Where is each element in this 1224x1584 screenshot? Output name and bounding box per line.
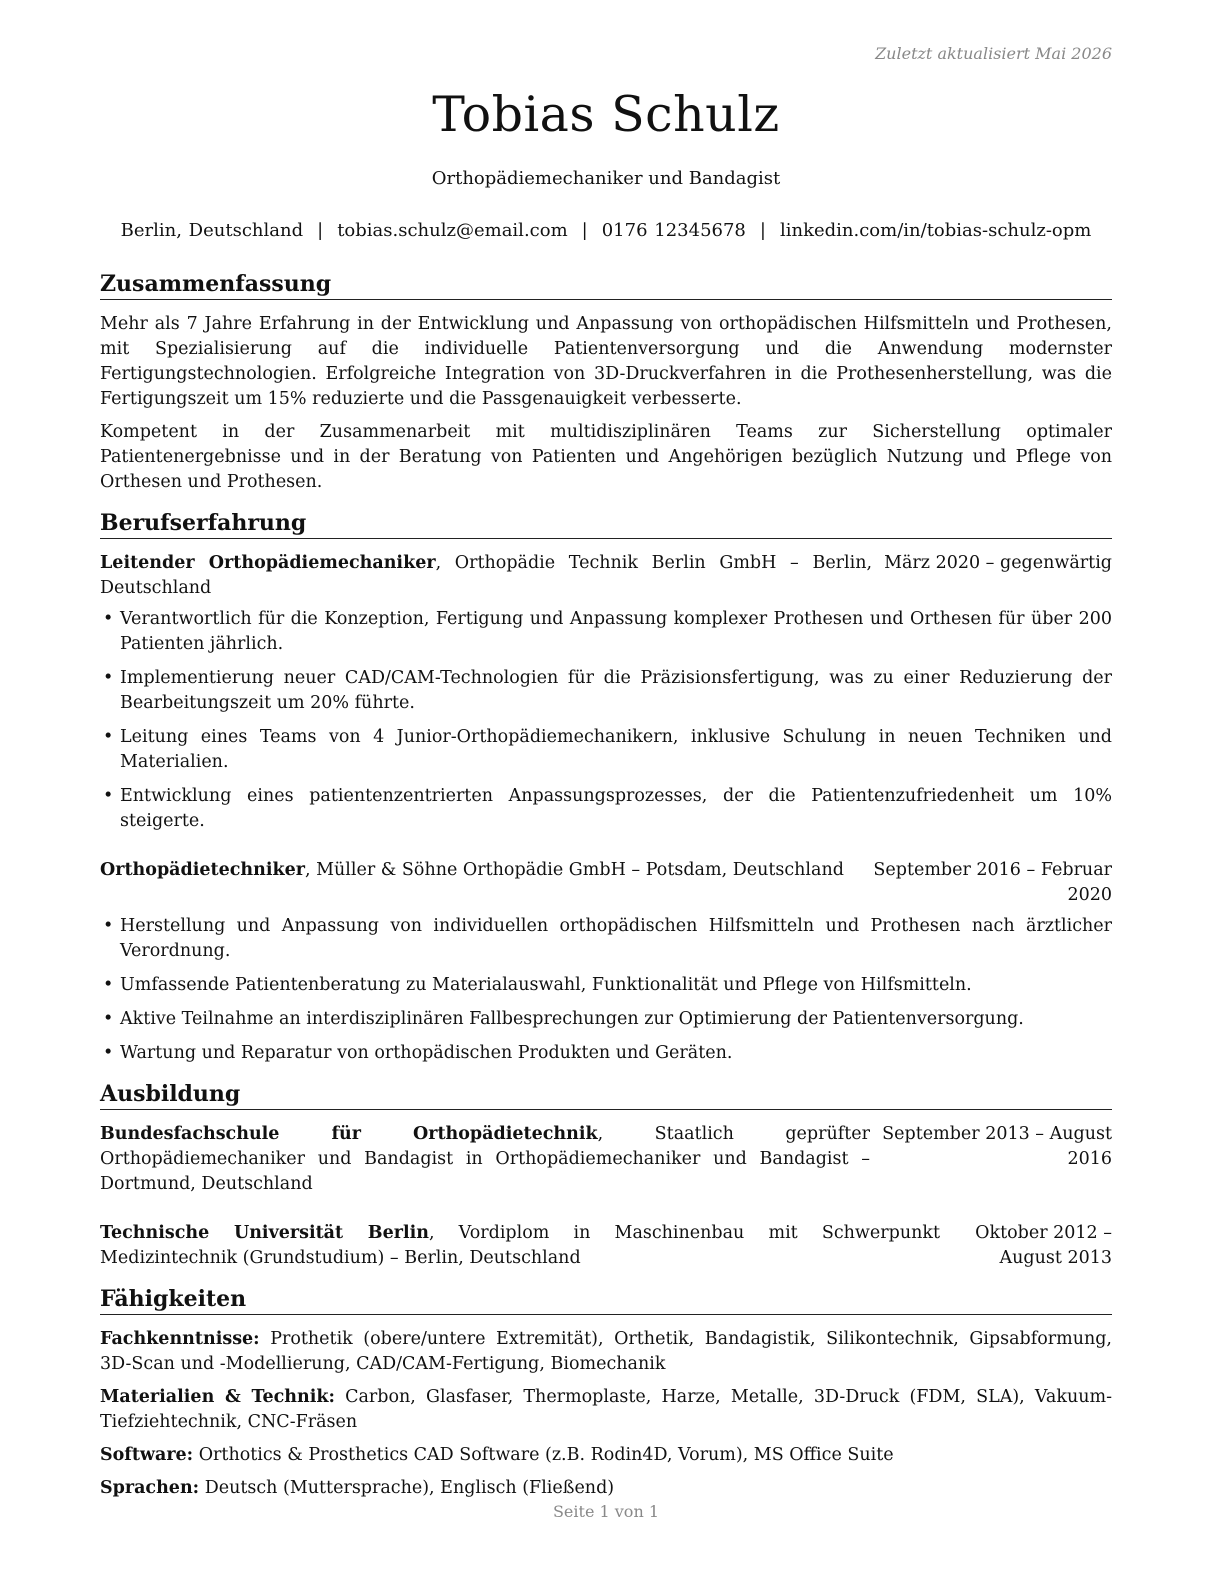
experience-section bbox=[100, 509, 1112, 1066]
list-item: • Entwicklung eines patientenzentrierten Anpassungsprozesses, der die Patientenzufriedenheit um 10% steigerte. bbox=[100, 784, 1112, 834]
education-entry bbox=[100, 1122, 1112, 1197]
job-details: , Orthopädie Technik Berlin GmbH – Berlin, Deutschland bbox=[100, 553, 873, 598]
resume-page bbox=[100, 0, 1112, 1584]
skill-label: Materialien & Technik: bbox=[100, 1387, 335, 1407]
candidate-name: Tobias Schulz bbox=[432, 86, 780, 143]
list-item: • Implementierung neuer CAD/CAM-Technologien für die Präzisionsfertigung, was zu einer Reduzierung der Bearbeitungszeit um 20% führte. bbox=[100, 666, 1112, 716]
contact-location: Berlin, Deutschland bbox=[120, 220, 304, 241]
job-bullets bbox=[100, 607, 1112, 834]
skill-line bbox=[100, 1327, 1112, 1377]
list-item: • Herstellung und Anpassung von individuellen orthopädischen Hilfsmitteln und Prothesen nach ärztlicher Verordnung. bbox=[100, 914, 1112, 964]
job-details: , Müller & Söhne Orthopädie GmbH – Potsdam, Deutschland bbox=[304, 860, 844, 880]
contact-separator: | bbox=[581, 220, 588, 241]
section-heading: Fähigkeiten bbox=[100, 1285, 1112, 1315]
job-role: Leitender Orthopädiemechaniker bbox=[100, 553, 436, 573]
skill-line bbox=[100, 1385, 1112, 1435]
contact-phone[interactable]: 0176 12345678 bbox=[601, 220, 746, 241]
job-bullets bbox=[100, 914, 1112, 1066]
education-header bbox=[100, 1221, 1112, 1271]
job-dates: März 2020 – gegenwärtig bbox=[884, 553, 1112, 573]
education-entry bbox=[100, 1221, 1112, 1271]
education-dates: Oktober 2012 – August 2013 bbox=[975, 1223, 1112, 1268]
list-item: • Leitung eines Teams von 4 Junior-Orthopädiemechanikern, inklusive Schulung in neuen Techniken und Materialien. bbox=[100, 725, 1112, 775]
job-dates: September 2016 – Februar 2020 bbox=[873, 860, 1112, 905]
job-header bbox=[100, 551, 1112, 601]
job-header bbox=[100, 858, 1112, 908]
section-heading: Zusammenfassung bbox=[100, 270, 1112, 300]
skill-value: Carbon, Glasfaser, Thermoplaste, Harze, Metalle, 3D-Druck (FDM, SLA), Vakuum-Tiefziehtechnik, CNC-Fräsen bbox=[100, 1387, 1112, 1432]
job-role: Orthopädietechniker bbox=[100, 860, 305, 880]
skill-line bbox=[100, 1476, 1112, 1501]
degree-details: , Staatlich geprüfter Orthopädiemechaniker und Bandagist in Orthopädiemechaniker und Bandagist – Dortmund, Deutschland bbox=[100, 1124, 870, 1194]
skill-label: Sprachen: bbox=[100, 1478, 200, 1498]
section-heading: Ausbildung bbox=[100, 1080, 1112, 1110]
section-heading: Berufserfahrung bbox=[100, 509, 1112, 539]
contact-separator: | bbox=[759, 220, 766, 241]
skill-value: Prothetik (obere/untere Extremität), Orthetik, Bandagistik, Silikontechnik, Gipsabformung, 3D-Scan und -Modellierung, CAD/CAM-Fertigung, Biomechanik bbox=[100, 1329, 1112, 1374]
school-name: Bundesfachschule für Orthopädietechnik bbox=[100, 1124, 598, 1144]
job-entry bbox=[100, 551, 1112, 834]
page-number: Seite 1 von 1 bbox=[552, 1502, 660, 1521]
school-name: Technische Universität Berlin bbox=[100, 1223, 429, 1243]
list-item: • Aktive Teilnahme an interdisziplinären Fallbesprechungen zur Optimierung der Patientenversorgung. bbox=[100, 1007, 1112, 1032]
summary-paragraph: Mehr als 7 Jahre Erfahrung in der Entwicklung und Anpassung von orthopädischen Hilfsmitteln und Prothesen, mit Spezialisierung auf die individuelle Patientenversorgung und die Anwendung modernster Fertigungstechnologien. Erfolgreiche Integration von 3D-Druckverfahren in die Prothesenherstellung, was die Fertigungszeit um 15% reduzierte und die Passgenauigkeit verbesserte. bbox=[100, 314, 1112, 409]
contact-linkedin[interactable]: linkedin.com/in/tobias-schulz-opm bbox=[779, 220, 1092, 241]
summary-section bbox=[100, 270, 1112, 495]
list-item: • Umfassende Patientenberatung zu Materialauswahl, Funktionalität und Pflege von Hilfsmitteln. bbox=[100, 973, 1112, 998]
skill-label: Fachkenntnisse: bbox=[100, 1329, 260, 1349]
last-updated: Zuletzt aktualisiert Mai 2026 bbox=[875, 44, 1112, 63]
list-item: • Verantwortlich für die Konzeption, Fertigung und Anpassung komplexer Prothesen und Orthesen für über 200 Patienten jährlich. bbox=[100, 607, 1112, 657]
contact-email[interactable]: tobias.schulz@email.com bbox=[337, 220, 568, 241]
skill-value: Orthotics & Prosthetics CAD Software (z.B. Rodin4D, Vorum), MS Office Suite bbox=[193, 1445, 894, 1465]
skill-label: Software: bbox=[100, 1445, 194, 1465]
list-item: • Wartung und Reparatur von orthopädischen Produkten und Geräten. bbox=[100, 1041, 1112, 1066]
education-section bbox=[100, 1080, 1112, 1271]
contact-separator: | bbox=[317, 220, 324, 241]
education-header bbox=[100, 1122, 1112, 1197]
summary-paragraph: Kompetent in der Zusammenarbeit mit multidisziplinären Teams zur Sicherstellung optimaler Patientenergebnisse und in der Beratung von Patienten und Angehörigen bezüglich Nutzung und Pflege von Orthesen und Prothesen. bbox=[100, 422, 1112, 492]
skill-value: Deutsch (Muttersprache), Englisch (Fließend) bbox=[199, 1478, 615, 1498]
job-title: Orthopädiemechaniker und Bandagist bbox=[431, 168, 781, 189]
job-entry bbox=[100, 858, 1112, 1066]
degree-details: , Vordiplom in Maschinenbau mit Schwerpunkt Medizintechnik (Grundstudium) – Berlin, Deutschland bbox=[100, 1223, 941, 1268]
skill-line bbox=[100, 1443, 1112, 1468]
resume-sections bbox=[100, 270, 1112, 1515]
skills-section bbox=[100, 1285, 1112, 1501]
education-dates: September 2013 – August 2016 bbox=[882, 1124, 1112, 1169]
contact-line bbox=[100, 220, 1112, 241]
